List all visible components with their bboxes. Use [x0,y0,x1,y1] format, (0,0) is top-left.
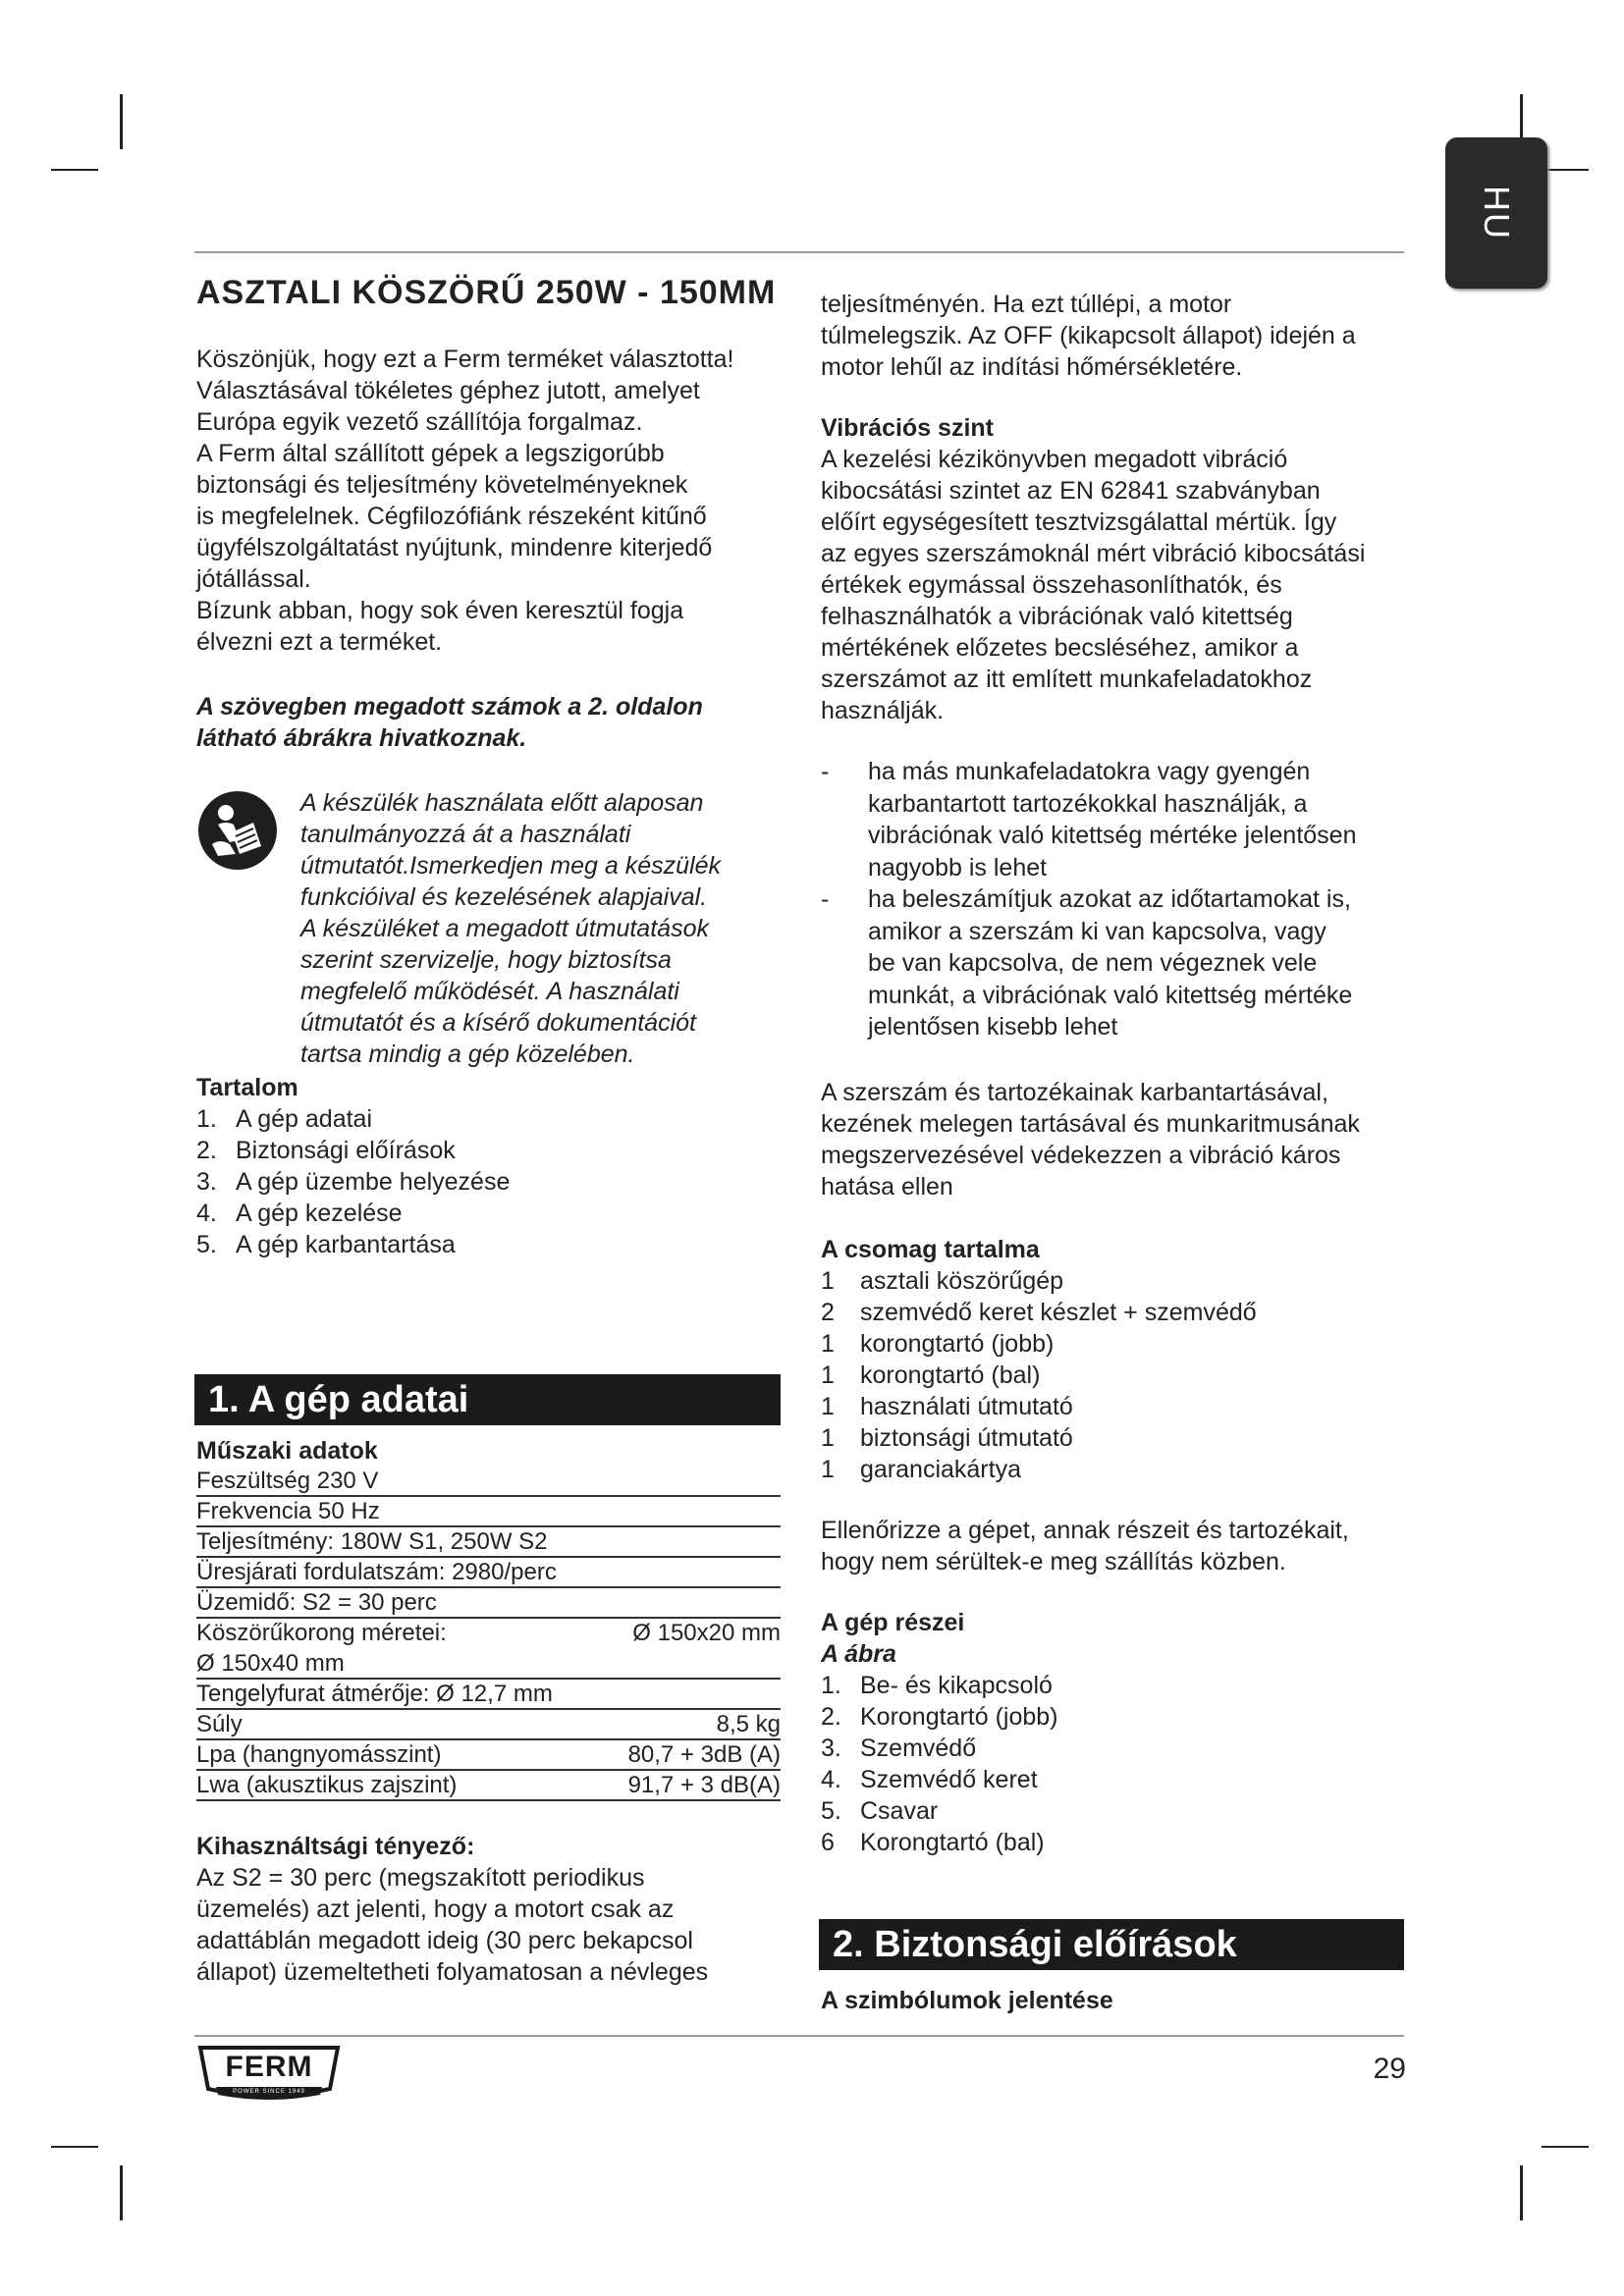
parts-label: Korongtartó (jobb) [860,1702,1058,1731]
package-item [821,1297,1410,1328]
contents-number: 4. [196,1200,217,1227]
package-item [821,1265,1410,1297]
duty-line: üzemelés) azt jelenti, hogy a motort csak az [196,1896,675,1923]
spec-value: Ø 150x20 mm [632,1620,781,1646]
package-check [821,1515,1410,1577]
parts-number: 6 [821,1828,835,1856]
page-number: 29 [1373,2053,1406,2085]
contents-number: 3. [196,1168,217,1196]
package-item [821,1360,1410,1391]
intro-line: jótállással. [196,565,311,593]
spec-row [196,1740,781,1771]
spec-label: Lpa (hangnyomásszint) [196,1741,442,1768]
spec-label: Ø 150x40 mm [196,1650,345,1677]
crop-mark [1520,2165,1523,2220]
parts-number: 1. [821,1671,841,1699]
spec-label: Üresjárati fordulatszám: 2980/perc [196,1559,557,1585]
crop-mark [120,94,123,149]
vibration-line: értékek egymással összehasonlíthatók, és [821,571,1282,599]
technical-data [196,1435,781,1988]
specs-heading: Műszaki adatok [196,1437,378,1465]
package-label: biztonsági útmutató [860,1423,1073,1452]
warning-line: útmutatót és a kísérő dokumentációt [300,1009,696,1037]
footer-rule [194,2035,1404,2037]
table-of-contents [196,1072,781,1260]
parts-label: Be- és kikapcsoló [860,1671,1053,1699]
logo-brand: FERM [225,2051,313,2083]
spec-value: 80,7 + 3dB (A) [627,1741,781,1768]
parts-label: Szemvédő [860,1734,977,1762]
header-rule [194,251,1404,253]
bullet-line: vibrációnak való kitettség mértéke jelentősen [868,822,1357,849]
contents-label: A gép karbantartása [236,1231,456,1258]
parts-item [821,1733,1410,1764]
spec-row [196,1558,781,1588]
crop-mark [51,169,98,171]
package-label: garanciakártya [860,1455,1021,1483]
figure-note [196,691,781,754]
parts-label: Szemvédő keret [860,1765,1038,1793]
crop-mark [120,2165,123,2220]
package-qty: 1 [821,1392,835,1420]
parts-number: 4. [821,1765,841,1793]
vibration-line: az egyes szerszámoknál mért vibráció kibocsátási [821,540,1366,567]
package-heading: A csomag tartalma [821,1235,1040,1263]
package-qty: 1 [821,1329,835,1358]
vibration-footer [821,1077,1410,1202]
bullet-line: karbantartott tartozékokkal használják, a [868,789,1308,818]
read-manual-icon [196,789,279,872]
spec-label: Súly [196,1711,243,1737]
spec-row [196,1619,781,1649]
spec-row [196,1588,781,1619]
section-2-heading: 2. Biztonsági előírások [819,1919,1404,1970]
package-check-line: Ellenőrizze a gépet, annak részeit és tartozékait, [821,1516,1349,1544]
package-check-line: hogy nem sérültek-e meg szállítás közben. [821,1547,1286,1575]
parts-item [821,1827,1410,1858]
package-label: szemvédő keret készlet + szemvédő [860,1298,1257,1326]
vibration-footer-line: kezének melegen tartásával és munkaritmusának [821,1109,1360,1138]
continued-line: motor lehűl az indítási hőmérsékletére. [821,353,1243,381]
contents-label: A gép adatai [236,1105,373,1133]
left-column [196,271,781,1260]
manual-warning [196,787,781,1072]
spec-label: Feszültség 230 V [196,1468,379,1494]
parts-number: 2. [821,1702,841,1731]
spec-label: Köszörűkorong méretei: [196,1620,447,1646]
vibration-line: kibocsátási szintet az EN 62841 szabványban [821,477,1321,505]
spec-row [196,1680,781,1710]
contents-number: 1. [196,1105,217,1133]
figure-note-line: látható ábrákra hivatkoznak. [196,724,527,752]
parts-number: 3. [821,1734,841,1762]
parts-heading: A gép részei [821,1608,965,1636]
contents-number: 5. [196,1231,217,1258]
spec-row [196,1771,781,1801]
contents-item [196,1229,781,1260]
parts-label: Csavar [860,1796,939,1825]
spec-label: Frekvencia 50 Hz [196,1498,380,1524]
spec-label: Üzemidő: S2 = 30 perc [196,1589,437,1616]
warning-line: szerint szervizelje, hogy biztosítsa [300,946,672,974]
warning-line: útmutatót.Ismerkedjen meg a készülék [300,852,721,880]
contents-number: 2. [196,1137,217,1164]
intro-text [196,344,781,658]
bullet-line: ha beleszámítjuk azokat az időtartamokat is, [868,885,1351,913]
logo-tagline: POWER SINCE 1949 [233,2089,305,2095]
spec-value: 91,7 + 3 dB(A) [627,1772,781,1798]
intro-line: A Ferm által szállított gépek a legszigorúbb [196,440,665,467]
ferm-logo [196,2044,342,2105]
duty-line: Az S2 = 30 perc (megszakított periodikus [196,1864,645,1892]
bullet-line: nagyobb is lehet [868,853,1048,881]
section-1-heading: 1. A gép adatai [194,1374,781,1425]
vibration-line: A kezelési kézikönyvben megadott vibráció [821,446,1288,473]
contents-item [196,1198,781,1229]
vibration-bullet [821,756,1410,883]
intro-line: ügyfélszolgáltatást nyújtunk, mindenre kiterjedő [196,534,713,561]
warning-line: megfelelő működését. A használati [300,978,679,1005]
intro-line: élvezni ezt a terméket. [196,628,443,656]
vibration-line: mértékének előzetes becsléséhez, amikor a [821,634,1299,662]
contents-label: A gép üzembe helyezése [236,1168,511,1196]
vibration-footer-line: megszervezésével védekezzen a vibráció káros [821,1141,1341,1169]
parts-item [821,1795,1410,1827]
parts-item [821,1701,1410,1733]
contents-item [196,1135,781,1166]
continued-line: túlmelegszik. Az OFF (kikapcsolt állapot) idején a [821,322,1356,349]
bullet-line: be van kapcsolva, de nem végeznek vele [868,949,1318,977]
right-column [821,289,1410,1858]
figure-note-line: A szövegben megadott számok a 2. oldalon [196,693,703,721]
vibration-footer-line: A szerszám és tartozékainak karbantartásával, [821,1078,1328,1106]
duty-line: állapot) üzemeltetheti folyamatosan a névleges [196,1958,709,1986]
package-qty: 1 [821,1361,835,1389]
package-label: korongtartó (jobb) [860,1329,1055,1358]
package-qty: 1 [821,1423,835,1452]
package-qty: 2 [821,1298,835,1326]
contents-label: A gép kezelése [236,1200,403,1227]
vibration-line: előírt egységesített tesztvizsgálattal mértük. Így [821,508,1337,536]
warning-line: A készüléket a megadott útmutatások [300,915,709,942]
vibration-bullet [821,883,1410,1043]
contents-heading: Tartalom [196,1074,298,1101]
spec-label: Teljesítmény: 180W S1, 250W S2 [196,1528,548,1555]
package-qty: 1 [821,1455,835,1483]
symbols-heading: A szimbólumok jelentése [821,1987,1113,2014]
spec-row [196,1527,781,1558]
vibration-heading: Vibrációs szint [821,414,994,442]
intro-line: Bízunk abban, hogy sok éven keresztül fogja [196,597,684,624]
duty-line: adattáblán megadott ideig (30 perc bekapcsol [196,1927,693,1954]
spec-row [196,1710,781,1740]
contents-item [196,1103,781,1135]
warning-line: funkcióival és kezelésének alapjaival. [300,883,708,911]
contents-item [196,1166,781,1198]
language-tab-label: HU [1477,186,1517,240]
crop-mark [1542,169,1589,171]
warning-line: tartsa mindig a gép közelében. [300,1041,635,1068]
vibration-footer-line: hatása ellen [821,1172,953,1201]
package-label: korongtartó (bal) [860,1361,1041,1389]
intro-line: Köszönjük, hogy ezt a Ferm terméket választotta! [196,346,734,373]
spec-label: Lwa (akusztikus zajszint) [196,1772,458,1798]
intro-line: Választásával tökéletes géphez jutott, amelyet [196,377,700,404]
parts-label: Korongtartó (bal) [860,1828,1045,1856]
contents-label: Biztonsági előírások [236,1137,456,1164]
bullet-dash: - [821,758,830,785]
package-item [821,1422,1410,1454]
vibration-line: szerszámot az itt említett munkafeladatokhoz [821,666,1313,693]
manual-warning-text [300,787,721,1070]
package-label: asztali köszörűgép [860,1266,1064,1295]
package-label: használati útmutató [860,1392,1073,1420]
spec-row [196,1497,781,1527]
bullet-line: jelentősen kisebb lehet [868,1013,1118,1041]
package-item [821,1391,1410,1422]
parts-item [821,1764,1410,1795]
spec-row [196,1467,781,1497]
spec-row [196,1649,781,1680]
crop-mark [51,2146,98,2148]
warning-line: A készülék használata előtt alaposan [300,789,704,817]
vibration-line: felhasználhatók a vibrációnak való kitettség [821,603,1293,630]
vibration-line: használják. [821,697,945,724]
language-tab [1445,137,1547,289]
package-qty: 1 [821,1266,835,1295]
package-item [821,1328,1410,1360]
continued-line: teljesítményén. Ha ezt túllépi, a motor [821,291,1232,318]
spec-label: Tengelyfurat átmérője: Ø 12,7 mm [196,1681,553,1707]
intro-line: biztonsági és teljesítmény követelményeknek [196,471,688,499]
warning-line: tanulmányozzá át a használati [300,821,631,848]
parts-item [821,1670,1410,1701]
intro-line: is megfelelnek. Cégfilozófiánk részeként kitűnő [196,503,707,530]
parts-number: 5. [821,1796,841,1825]
bullet-line: munkát, a vibrációnak való kitettség mértéke [868,981,1353,1009]
intro-line: Európa egyik vezető szállítója forgalmaz. [196,408,643,436]
duty-heading: Kihasználtsági tényező: [196,1833,475,1860]
crop-mark [1542,2146,1589,2148]
spec-value: 8,5 kg [716,1711,781,1737]
bullet-dash: - [821,885,830,913]
page-title: ASZTALI KÖSZÖRŰ 250W - 150MM [196,274,777,311]
bullet-line: ha más munkafeladatokra vagy gyengén [868,758,1311,785]
package-item [821,1454,1410,1485]
parts-subheading: A ábra [821,1639,896,1668]
bullet-line: amikor a szerszám ki van kapcsolva, vagy [868,917,1326,945]
